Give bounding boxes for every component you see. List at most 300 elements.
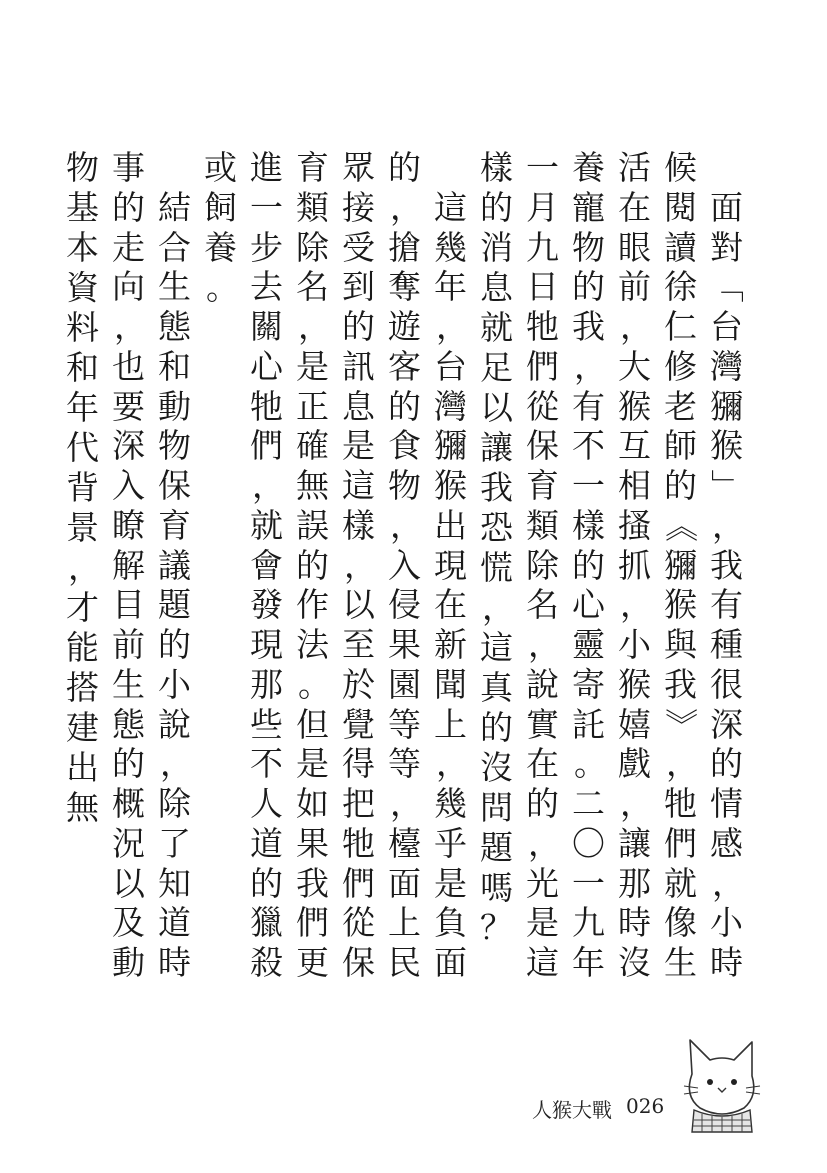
text-glyph: 料: [66, 308, 99, 347]
text-glyph: 搶: [388, 227, 421, 267]
text-glyph: 就: [664, 863, 697, 903]
text-glyph: 生: [112, 664, 145, 704]
cat-doodle-icon: [672, 1026, 764, 1136]
text-glyph: 殺: [250, 943, 283, 980]
text-glyph: 景: [66, 508, 99, 547]
text-glyph: 面: [434, 943, 467, 980]
text-column: [384, 150, 425, 980]
text-glyph: [706, 150, 747, 185]
text-glyph: 年: [572, 943, 605, 980]
text-glyph: 得: [342, 744, 375, 784]
text-glyph: 入: [112, 466, 145, 505]
text-glyph: 於: [342, 664, 375, 704]
text-glyph: 的: [572, 545, 605, 585]
text-glyph: 類: [296, 187, 329, 227]
text-glyph: 。: [206, 268, 239, 307]
text-glyph: 那: [250, 664, 283, 704]
text-glyph: 人: [250, 784, 283, 823]
text-glyph: ，: [344, 545, 377, 585]
text-glyph: 的: [526, 784, 559, 823]
text-glyph: 猴: [618, 386, 651, 426]
text-glyph: 這: [342, 466, 375, 505]
text-glyph: 背: [66, 468, 99, 507]
text-glyph: [430, 150, 471, 185]
text-glyph: 「: [707, 270, 746, 304]
text-glyph: 面: [388, 863, 421, 903]
page-number: 026: [626, 1094, 665, 1118]
text-glyph: 灣: [434, 386, 467, 426]
text-glyph: 上: [434, 704, 467, 744]
text-glyph: 態: [112, 704, 145, 744]
text-glyph: 種: [710, 625, 743, 664]
text-glyph: 育: [296, 150, 329, 187]
text-glyph: 慌: [480, 548, 513, 587]
text-glyph: 果: [296, 823, 329, 863]
text-glyph: 遊: [388, 307, 421, 346]
text-glyph: 足: [480, 348, 513, 387]
text-glyph: 確: [296, 426, 329, 466]
text-glyph: 食: [388, 426, 421, 466]
text-glyph: 接: [342, 187, 375, 227]
text-glyph: 心: [250, 346, 283, 386]
text-glyph: 養: [204, 228, 237, 267]
text-glyph: 樣: [572, 505, 605, 545]
text-glyph: 更: [296, 943, 329, 980]
text-glyph: 出: [434, 505, 467, 545]
text-glyph: 一: [526, 150, 559, 187]
text-glyph: 實: [526, 704, 559, 744]
text-glyph: 除: [158, 784, 191, 823]
text-glyph: 一: [250, 187, 283, 227]
text-glyph: 新: [434, 625, 467, 664]
text-glyph: 關: [250, 307, 283, 346]
text-glyph: 步: [250, 227, 283, 267]
text-glyph: 也: [112, 346, 145, 386]
text-glyph: ，: [436, 744, 469, 784]
text-column: [200, 150, 241, 980]
text-glyph: 知: [158, 863, 191, 903]
text-glyph: 閱: [664, 187, 697, 227]
text-column: [476, 150, 517, 980]
text-glyph: ，: [712, 505, 745, 545]
text-glyph: 瞭: [112, 505, 145, 545]
text-glyph: 把: [342, 784, 375, 823]
text-glyph: 讓: [480, 428, 513, 467]
text-glyph: 作: [296, 585, 329, 625]
text-glyph: 解: [112, 545, 145, 585]
text-glyph: 不: [250, 744, 283, 784]
text-glyph: 相: [618, 466, 651, 505]
text-glyph: 法: [296, 625, 329, 664]
text-glyph: 的: [342, 307, 375, 346]
text-glyph: 侵: [388, 585, 421, 625]
text-glyph: 客: [388, 346, 421, 386]
text-glyph: 問: [480, 788, 513, 827]
text-glyph: 前: [618, 267, 651, 307]
text-glyph: 恐: [480, 508, 513, 547]
text-glyph: 牠: [342, 823, 375, 863]
text-glyph: 在: [434, 585, 467, 625]
text-glyph: 物: [66, 150, 99, 187]
text-glyph: 生: [664, 943, 697, 980]
text-glyph: 這: [434, 187, 467, 227]
text-glyph: ，: [160, 744, 193, 784]
text-glyph: 《: [661, 508, 700, 542]
text-glyph: 民: [388, 943, 421, 980]
text-glyph: 的: [112, 744, 145, 784]
text-glyph: ，: [436, 307, 469, 346]
text-glyph: 搔: [618, 505, 651, 545]
text-glyph: 物: [572, 227, 605, 267]
text-glyph: 心: [572, 585, 605, 625]
text-glyph: 託: [572, 704, 605, 744]
text-glyph: 與: [664, 625, 697, 664]
text-glyph: 走: [112, 227, 145, 267]
text-glyph: 候: [664, 150, 697, 187]
text-glyph: 概: [112, 784, 145, 823]
text-glyph: 道: [250, 823, 283, 863]
text-glyph: 資: [66, 268, 99, 307]
text-glyph: 到: [342, 267, 375, 307]
text-glyph: 保: [526, 426, 559, 466]
text-glyph: 況: [112, 823, 145, 863]
text-glyph: 但: [296, 704, 329, 744]
text-glyph: 互: [618, 426, 651, 466]
text-glyph: 動: [158, 386, 191, 426]
text-glyph: 以: [480, 388, 513, 427]
text-glyph: ？: [480, 908, 513, 947]
text-glyph: 入: [388, 545, 421, 585]
text-glyph: 受: [342, 227, 375, 267]
text-glyph: 動: [112, 943, 145, 980]
text-glyph: 議: [158, 545, 191, 585]
text-glyph: 是: [434, 863, 467, 903]
text-glyph: 物: [158, 426, 191, 466]
text-glyph: 果: [388, 625, 421, 664]
text-glyph: 九: [526, 227, 559, 267]
text-glyph: 抓: [618, 545, 651, 585]
text-column: [62, 150, 103, 980]
text-glyph: 樣: [480, 150, 513, 187]
text-glyph: 和: [158, 346, 191, 386]
text-glyph: 名: [296, 267, 329, 307]
text-glyph: 台: [434, 346, 467, 386]
text-glyph: 進: [250, 150, 283, 187]
text-glyph: 現: [434, 545, 467, 585]
text-glyph: 在: [618, 187, 651, 227]
text-glyph: 息: [342, 386, 375, 426]
text-glyph: 老: [664, 386, 697, 426]
text-glyph: 上: [388, 903, 421, 943]
text-glyph: 」: [707, 469, 746, 502]
text-glyph: 師: [664, 426, 697, 466]
text-glyph: 那: [618, 863, 651, 903]
text-column: [568, 150, 609, 980]
text-glyph: 深: [710, 704, 743, 744]
text-column: [614, 150, 655, 980]
text-glyph: 像: [664, 903, 697, 943]
text-glyph: ，: [620, 784, 653, 823]
text-glyph: 的: [158, 625, 191, 664]
text-glyph: 猴: [710, 426, 743, 466]
text-glyph: 發: [250, 585, 283, 625]
text-glyph: 要: [112, 386, 145, 426]
text-glyph: 樣: [342, 505, 375, 545]
text-glyph: 眾: [342, 150, 375, 187]
text-glyph: 覺: [342, 704, 375, 744]
text-glyph: 獵: [250, 903, 283, 943]
text-glyph: 二: [572, 784, 605, 823]
text-glyph: 養: [572, 150, 605, 187]
text-glyph: 九: [572, 903, 605, 943]
text-glyph: 育: [158, 505, 191, 545]
text-glyph: 基: [66, 188, 99, 227]
text-glyph: 的: [112, 187, 145, 227]
text-glyph: 題: [480, 828, 513, 867]
text-glyph: 無: [296, 466, 329, 505]
text-column: [154, 150, 195, 980]
text-glyph: 小: [618, 625, 651, 664]
text-glyph: 們: [296, 903, 329, 943]
text-glyph: 去: [250, 267, 283, 307]
text-glyph: 說: [526, 664, 559, 704]
text-glyph: 就: [250, 505, 283, 545]
text-glyph: 的: [710, 744, 743, 784]
text-glyph: 有: [710, 585, 743, 625]
text-column: [246, 150, 287, 980]
text-glyph: 搭: [66, 668, 99, 707]
text-glyph: 如: [296, 784, 329, 823]
text-glyph: [154, 150, 195, 185]
text-glyph: 聞: [434, 664, 467, 704]
text-glyph: 或: [204, 150, 237, 187]
text-glyph: 深: [112, 426, 145, 466]
text-glyph: 日: [526, 267, 559, 307]
text-glyph: 。: [574, 744, 607, 784]
text-glyph: 保: [342, 943, 375, 980]
text-column: [706, 150, 747, 980]
text-glyph: 年: [66, 388, 99, 427]
text-glyph: 訊: [342, 346, 375, 386]
text-glyph: 以: [342, 585, 375, 625]
text-glyph: ，: [114, 307, 147, 346]
text-glyph: 代: [66, 428, 99, 467]
text-glyph: 牠: [250, 386, 283, 426]
text-glyph: ，: [68, 548, 101, 587]
text-glyph: 本: [66, 228, 99, 267]
text-glyph: 園: [388, 664, 421, 704]
text-glyph: 感: [710, 823, 743, 863]
text-glyph: 有: [572, 386, 605, 426]
text-glyph: 情: [710, 784, 743, 823]
text-glyph: 說: [158, 704, 191, 744]
text-glyph: 了: [158, 823, 191, 863]
page-footer: [532, 1094, 664, 1123]
text-glyph: 靈: [572, 625, 605, 664]
text-glyph: 牠: [664, 784, 697, 823]
text-glyph: 會: [250, 545, 283, 585]
text-glyph: 徐: [664, 267, 697, 307]
text-glyph: 一: [572, 863, 605, 903]
text-glyph: 誤: [296, 505, 329, 545]
text-glyph: ，: [390, 784, 423, 823]
text-glyph: 從: [342, 903, 375, 943]
text-glyph: 合: [158, 227, 191, 267]
text-glyph: ，: [712, 863, 745, 903]
text-column: [430, 150, 471, 980]
text-glyph: 的: [250, 863, 283, 903]
text-glyph: 保: [158, 466, 191, 505]
text-glyph: 月: [526, 187, 559, 227]
text-glyph: 不: [572, 426, 605, 466]
text-glyph: 大: [618, 346, 651, 386]
text-glyph: 寵: [572, 187, 605, 227]
text-glyph: 在: [526, 744, 559, 784]
text-glyph: 負: [434, 903, 467, 943]
text-glyph: 台: [710, 307, 743, 346]
text-glyph: 讓: [618, 823, 651, 863]
text-glyph: 育: [526, 466, 559, 505]
text-glyph: 些: [250, 704, 283, 744]
text-glyph: 修: [664, 346, 697, 386]
text-glyph: 的: [664, 466, 697, 505]
text-glyph: 生: [158, 267, 191, 307]
text-glyph: 現: [250, 625, 283, 664]
text-glyph: 除: [526, 545, 559, 585]
text-glyph: 我: [710, 545, 743, 585]
text-glyph: 的: [480, 708, 513, 747]
text-glyph: 是: [526, 903, 559, 943]
text-glyph: 真: [480, 668, 513, 707]
text-glyph: 寄: [572, 664, 605, 704]
text-glyph: 時: [158, 943, 191, 980]
text-glyph: 道: [158, 903, 191, 943]
text-glyph: 結: [158, 187, 191, 227]
text-glyph: 。: [298, 664, 331, 704]
text-glyph: 物: [388, 466, 421, 505]
text-glyph: 猴: [618, 664, 651, 704]
text-glyph: ，: [528, 625, 561, 664]
text-glyph: 飼: [204, 188, 237, 227]
text-glyph: 》: [661, 707, 700, 741]
text-glyph: 嗎: [480, 868, 513, 907]
text-glyph: 眼: [618, 227, 651, 267]
text-glyph: 消: [480, 228, 513, 267]
book-title: 人猴大戰: [532, 1098, 612, 1122]
text-glyph: 牠: [526, 307, 559, 346]
text-glyph: 的: [296, 545, 329, 585]
text-glyph: 幾: [434, 227, 467, 267]
text-glyph: 奪: [388, 267, 421, 307]
text-glyph: 以: [112, 863, 145, 903]
text-glyph: 們: [250, 426, 283, 466]
text-glyph: 這: [526, 943, 559, 980]
text-glyph: 息: [480, 268, 513, 307]
text-glyph: 活: [618, 150, 651, 187]
text-glyph: ，: [252, 466, 285, 505]
text-glyph: 前: [112, 625, 145, 664]
text-glyph: 年: [434, 267, 467, 307]
text-glyph: 仁: [664, 307, 697, 346]
text-glyph: ，: [390, 187, 423, 227]
text-glyph: 獼: [434, 426, 467, 466]
text-glyph: 是: [342, 426, 375, 466]
text-glyph: ，: [620, 307, 653, 346]
text-glyph: 猴: [434, 466, 467, 505]
text-glyph: 的: [388, 150, 421, 187]
text-column: [660, 150, 701, 980]
text-glyph: 是: [296, 744, 329, 784]
text-glyph: 題: [158, 585, 191, 625]
text-glyph: 建: [66, 708, 99, 747]
text-glyph: 沒: [618, 943, 651, 980]
text-glyph: ，: [482, 588, 515, 627]
text-glyph: 正: [296, 386, 329, 426]
text-glyph: 等: [388, 744, 421, 784]
text-glyph: 們: [664, 823, 697, 863]
text-glyph: 乎: [434, 823, 467, 863]
text-glyph: 們: [526, 346, 559, 386]
text-glyph: 從: [526, 386, 559, 426]
text-glyph: 光: [526, 863, 559, 903]
text-glyph: 名: [526, 585, 559, 625]
text-glyph: 至: [342, 625, 375, 664]
text-glyph: 的: [388, 386, 421, 426]
text-glyph: 戲: [618, 744, 651, 784]
text-glyph: 的: [572, 267, 605, 307]
text-glyph: 幾: [434, 784, 467, 823]
text-glyph: 我: [572, 307, 605, 346]
text-glyph: ，: [528, 823, 561, 863]
text-glyph: 們: [342, 863, 375, 903]
text-column: [338, 150, 379, 980]
text-glyph: ，: [574, 346, 607, 386]
text-glyph: ，: [620, 585, 653, 625]
text-glyph: 小: [710, 903, 743, 943]
text-glyph: 小: [158, 664, 191, 704]
text-glyph: 類: [526, 505, 559, 545]
text-glyph: 才: [66, 588, 99, 627]
text-column: [292, 150, 333, 980]
text-glyph: 檯: [388, 823, 421, 863]
text-glyph: 對: [710, 227, 743, 267]
text-glyph: 嬉: [618, 704, 651, 744]
text-glyph: 〇: [572, 823, 605, 863]
text-glyph: 灣: [710, 346, 743, 386]
text-glyph: 除: [296, 227, 329, 267]
text-glyph: ，: [666, 744, 699, 784]
text-glyph: 一: [572, 466, 605, 505]
text-column: [108, 150, 149, 980]
text-glyph: 的: [480, 188, 513, 227]
text-glyph: ，: [298, 307, 331, 346]
text-glyph: 猴: [664, 585, 697, 625]
text-glyph: 獼: [664, 545, 697, 585]
text-glyph: 及: [112, 903, 145, 943]
text-glyph: 目: [112, 585, 145, 625]
text-glyph: 時: [618, 903, 651, 943]
text-glyph: 這: [480, 628, 513, 667]
text-glyph: 很: [710, 664, 743, 704]
text-glyph: 向: [112, 267, 145, 307]
text-glyph: 獼: [710, 386, 743, 426]
text-glyph: 是: [296, 346, 329, 386]
text-glyph: 時: [710, 943, 743, 980]
text-glyph: 能: [66, 628, 99, 667]
text-glyph: 出: [66, 748, 99, 787]
text-glyph: 我: [664, 664, 697, 704]
text-column: [522, 150, 563, 980]
